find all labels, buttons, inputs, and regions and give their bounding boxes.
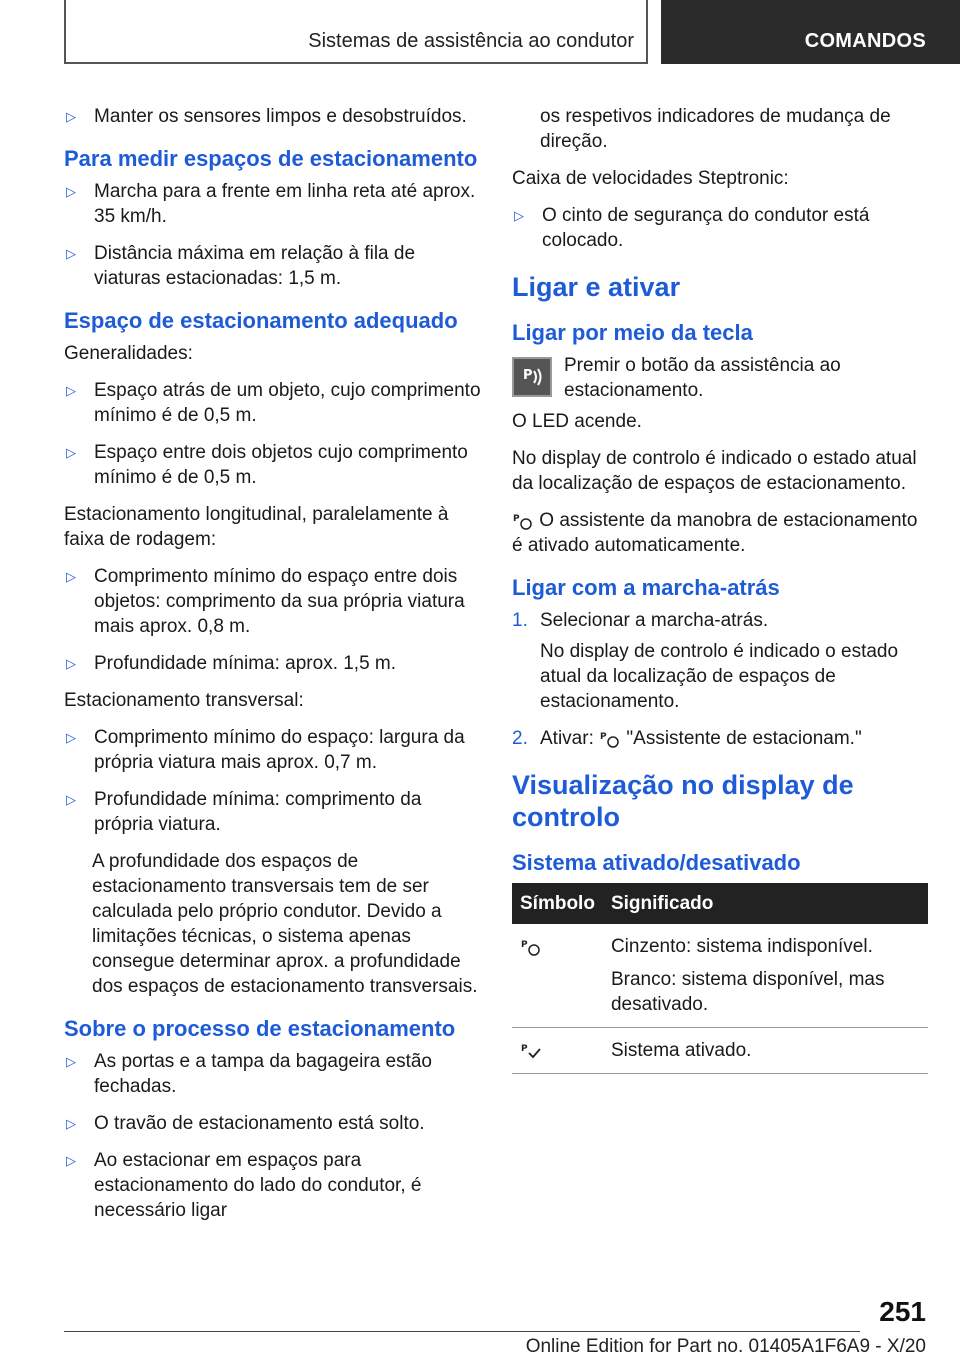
table-cell-symbol — [512, 1028, 603, 1074]
heading-sistema: Sistema ativado/desativado — [512, 850, 801, 875]
list-item — [512, 608, 928, 633]
left-column — [64, 104, 484, 1235]
paragraph: os respetivos indicadores de mudança de direção. — [540, 106, 891, 152]
step-number: 2. — [512, 728, 528, 749]
symbol-table — [512, 883, 928, 1074]
footer-text: Online Edition for Part no. 01405A1F6A9 - X/20 — [525, 1336, 926, 1357]
svg-text:P: P — [521, 939, 528, 950]
step-text: Selecionar a marcha-atrás. — [540, 610, 769, 631]
heading-adequado: Espaço de estacionamento adequado — [64, 308, 458, 333]
heading-medir: Para medir espaços de estacionamento — [64, 146, 478, 171]
list-item: ▷ Espaço atrás de um objeto, cujo comprimento mínimo é de 0,5 m. — [64, 378, 484, 428]
step-text: Ativar: — [540, 728, 594, 749]
list-item: ▷ O travão de estacionamento está solto. — [64, 1111, 484, 1136]
park-assist-icon — [599, 730, 621, 748]
button-instruction — [512, 353, 928, 403]
table-header-row — [512, 883, 928, 924]
table-cell-meaning — [603, 924, 928, 1028]
paragraph: Estacionamento longitudinal, paralelamente à faixa de rodagem: — [64, 504, 449, 550]
paragraph: Estacionamento transversal: — [64, 690, 304, 711]
table-header-meaning: Significado — [603, 883, 928, 924]
list-item: ▷ O cinto de segurança do condutor está colocado. — [512, 203, 928, 253]
paragraph: No display de controlo é indicado o estado atual da localização de espaços de estacionamento. — [512, 448, 917, 494]
header-left-box — [64, 0, 648, 64]
step-number: 1. — [512, 610, 528, 631]
table-header-symbol: Símbolo — [512, 883, 603, 924]
paragraph: Generalidades: — [64, 343, 193, 364]
list-item: ▷ Marcha para a frente em linha reta até aprox. 35 km/h. — [64, 179, 484, 229]
paragraph-manobra — [512, 508, 928, 558]
meaning-text: Branco: sistema disponível, mas desativado. — [610, 969, 885, 1015]
table-cell-symbol — [512, 924, 603, 1028]
list-item: ▷ Espaço entre dois objetos cujo comprimento mínimo é de 0,5 m. — [64, 440, 484, 490]
heading-processo: Sobre o processo de estacionamento — [64, 1016, 456, 1041]
section-title: Sistemas de assistência ao condutor — [308, 30, 634, 52]
list-item: ▷ Manter os sensores limpos e desobstruídos. — [64, 104, 484, 129]
paragraph: No display de controlo é indicado o estado atual da localização de espaços de estacionamento. — [540, 641, 899, 712]
right-column — [512, 104, 928, 1074]
paragraph-text: O assistente da manobra de estacionamento é ativado automaticamente. — [512, 510, 918, 556]
page-number: 251 — [879, 1296, 926, 1327]
svg-text:P: P — [523, 368, 533, 383]
list-item: ▷ As portas e a tampa da bagageira estão fechadas. — [64, 1049, 484, 1099]
table-row — [512, 924, 928, 1028]
table-row — [512, 1028, 928, 1074]
list-item: ▷ Comprimento mínimo do espaço: largura da própria viatura mais aprox. 0,7 m. — [64, 725, 484, 775]
chapter-title: COMANDOS — [804, 30, 926, 52]
list-item: ▷ Distância máxima em relação à fila de viaturas estacionadas: 1,5 m. — [64, 241, 484, 291]
list-item: ▷ Comprimento mínimo do espaço entre dois objetos: comprimento da sua própria viatura mais aprox. 0,8 m. — [64, 564, 484, 639]
heading-visual: Visualização no display de controlo — [512, 770, 854, 832]
park-assist-button-icon — [512, 357, 552, 397]
paragraph: Caixa de velocidades Steptronic: — [512, 168, 789, 189]
paragraph: A profundidade dos espaços de estacionamento transversais tem de ser calculada pelo próprio condutor. Devido a limitações técnicas, o sistema apenas consegue determinar aprox. a profundidade dos espaços de estacionamento transversais. — [92, 851, 478, 997]
paragraph: Premir o botão da assistência ao estacionamento. — [564, 355, 841, 401]
park-assist-icon — [512, 512, 534, 530]
heading-marcha: Ligar com a marcha-atrás — [512, 575, 780, 600]
park-assist-active-icon — [520, 1042, 542, 1060]
paragraph: O LED acende. — [512, 411, 642, 432]
svg-text:P: P — [521, 1043, 528, 1054]
table-cell-meaning: Sistema ativado. — [603, 1028, 928, 1074]
svg-text:P: P — [513, 513, 520, 524]
list-item: ▷ Profundidade mínima: comprimento da própria viatura. — [64, 787, 484, 837]
list-item: ▷ Profundidade mínima: aprox. 1,5 m. — [64, 651, 484, 676]
list-item: ▷ Ao estacionar em espaços para estacionamento do lado do condutor, é necessário ligar — [64, 1148, 484, 1223]
header-right-box — [661, 0, 960, 64]
park-assist-icon — [520, 938, 542, 956]
footer-divider — [64, 1331, 860, 1332]
meaning-text: Cinzento: sistema indisponível. — [610, 936, 873, 957]
menu-entry-text: "Assistente de estacionam." — [626, 728, 862, 749]
heading-tecla: Ligar por meio da tecla — [512, 320, 753, 345]
heading-ligar: Ligar e ativar — [512, 272, 681, 302]
list-item — [512, 726, 928, 751]
svg-text:P: P — [600, 731, 607, 742]
